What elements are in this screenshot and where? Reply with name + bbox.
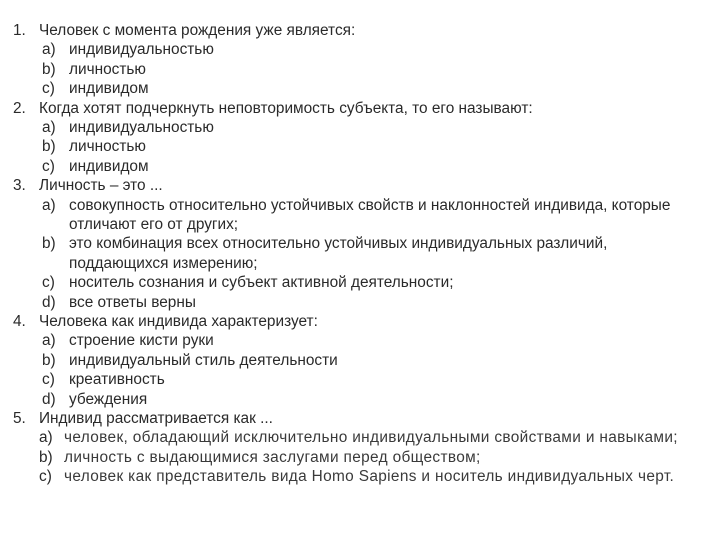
option-c	[0, 157, 704, 176]
question-2	[0, 99, 704, 177]
option-list	[0, 196, 704, 312]
question-1-header	[0, 21, 704, 40]
option-text: совокупность относительно устойчивых свойств и наклонностей индивида, которые отличают его от других;	[69, 196, 671, 234]
question-1	[0, 21, 704, 99]
option-list	[0, 40, 704, 98]
option-letter: c)	[39, 468, 52, 486]
option-a	[0, 428, 704, 447]
option-text: индивидом	[69, 80, 149, 98]
option-text: личность с выдающимися заслугами перед обществом;	[64, 448, 481, 466]
question-text: Человека как индивида характеризует:	[39, 313, 318, 331]
option-text: все ответы верны	[69, 293, 196, 311]
option-c	[0, 467, 704, 486]
question-4-header	[0, 312, 704, 331]
question-text: Человек с момента рождения уже является:	[39, 22, 356, 39]
option-b	[0, 351, 704, 370]
option-letter: d)	[42, 293, 56, 311]
option-a	[0, 196, 704, 235]
option-list	[0, 118, 704, 176]
option-list	[0, 331, 704, 409]
option-b	[0, 137, 704, 156]
option-a	[0, 40, 704, 59]
option-b	[0, 448, 704, 467]
option-letter: b)	[42, 138, 56, 156]
option-text: личностью	[69, 60, 146, 78]
option-text: убеждения	[69, 390, 148, 408]
option-text: личностью	[69, 138, 146, 156]
option-letter: b)	[42, 235, 56, 253]
option-d	[0, 293, 704, 312]
option-text: индивидуальный стиль деятельности	[69, 351, 338, 369]
option-b	[0, 234, 704, 273]
option-text: человек, обладающий исключительно индивидуальными свойствами и навыками;	[64, 429, 678, 447]
question-text: Личность – это ...	[39, 177, 163, 195]
option-letter: c)	[42, 80, 55, 98]
option-letter: b)	[42, 351, 56, 369]
question-text: Индивид рассматривается как ...	[39, 410, 273, 428]
option-text: это комбинация всех относительно устойчивых индивидуальных различий, поддающихся измерению;	[69, 235, 608, 272]
option-letter: a)	[39, 429, 53, 447]
option-a	[0, 331, 704, 350]
question-3	[0, 176, 704, 312]
option-text: креативность	[69, 371, 165, 389]
option-text: индивидом	[69, 157, 149, 175]
option-c	[0, 273, 704, 292]
question-number: 5.	[13, 410, 26, 428]
question-5-header	[0, 409, 704, 428]
option-d	[0, 390, 704, 409]
option-letter: b)	[42, 60, 56, 78]
question-text: Когда хотят подчеркнуть неповторимость субъекта, то его называют:	[39, 99, 533, 117]
option-letter: a)	[42, 41, 56, 59]
option-letter: a)	[42, 332, 56, 350]
option-letter: d)	[42, 390, 56, 408]
option-letter: a)	[42, 119, 56, 136]
question-number: 1.	[13, 22, 26, 39]
question-number: 2.	[13, 99, 26, 117]
option-text: строение кисти руки	[69, 332, 214, 350]
option-c	[0, 79, 704, 98]
question-2-header	[0, 99, 704, 118]
question-number: 3.	[13, 177, 26, 195]
question-4	[0, 312, 704, 409]
option-text: человек как представитель вида Homo Sapiens и носитель индивидуальных черт.	[64, 468, 675, 486]
option-a	[0, 118, 704, 137]
option-text: носитель сознания и субъект активной деятельности;	[69, 274, 454, 292]
question-5	[0, 409, 704, 487]
question-3-header	[0, 176, 704, 195]
option-letter: c)	[42, 371, 55, 389]
option-b	[0, 60, 704, 79]
option-c	[0, 370, 704, 389]
option-letter: b)	[39, 448, 53, 466]
option-letter: c)	[42, 157, 55, 175]
option-letter: a)	[42, 196, 56, 214]
option-text: индивидуальностью	[69, 119, 214, 136]
option-letter: c)	[42, 274, 55, 292]
option-text: индивидуальностью	[69, 41, 214, 59]
option-list	[0, 428, 704, 486]
question-number: 4.	[13, 313, 26, 331]
